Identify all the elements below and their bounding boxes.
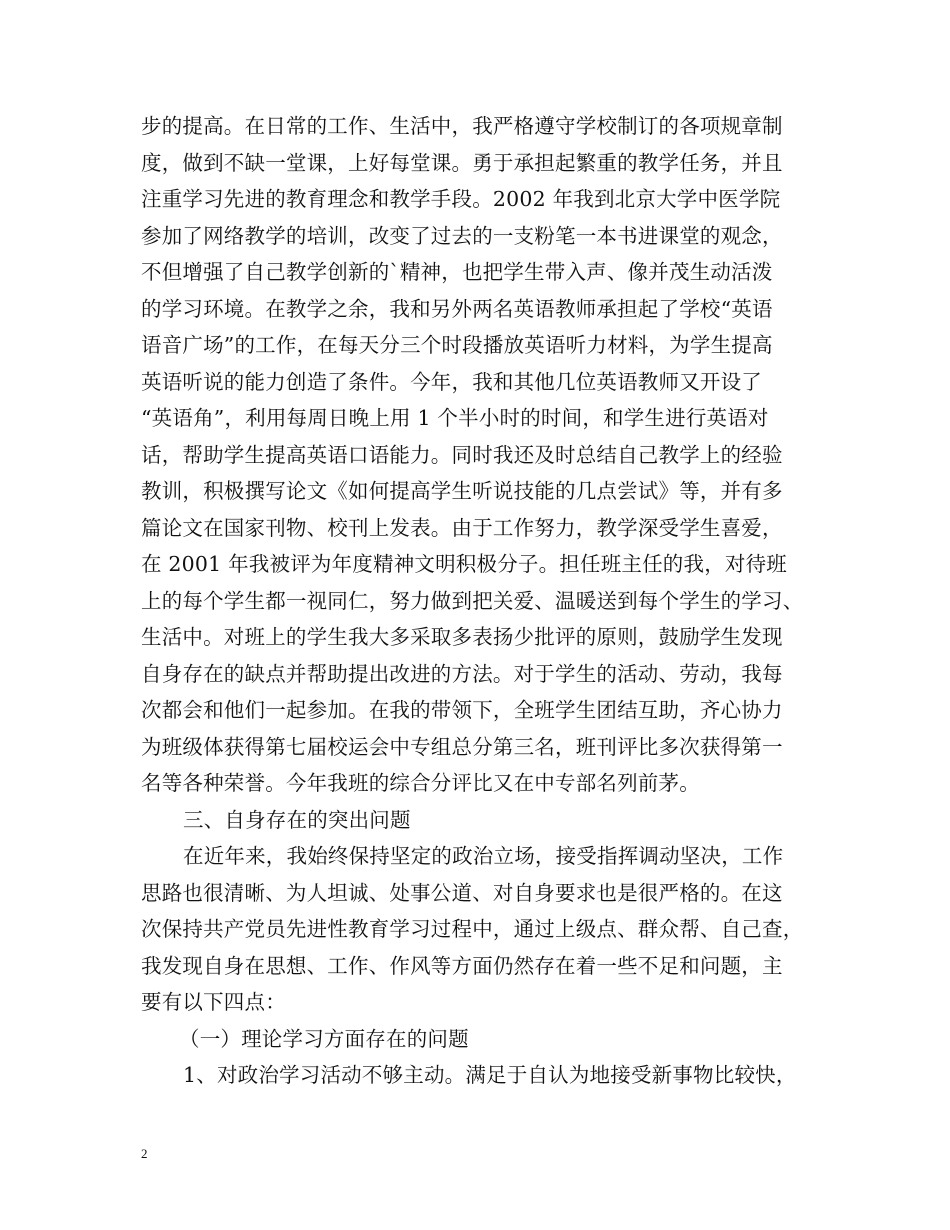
text-line: 要有以下四点： — [141, 990, 286, 1014]
text-line: 生活中。对班上的学生我大多采取多表扬少批评的原则，鼓励学生发现 — [141, 625, 783, 649]
list-item: 1、对政治学习活动不够主动。满足于自认为地接受新事物比较快， — [183, 1063, 797, 1087]
text-line: 度，做到不缺一堂课，上好每堂课。勇于承担起繁重的教学任务，并且 — [141, 150, 783, 175]
text-line: 在 2001 年我被评为年度精神文明积极分子。担任班主任的我，对待班 — [141, 552, 788, 576]
text-line: 话，帮助学生提高英语口语能力。同时我还及时总结自己教学上的经验 — [141, 442, 783, 467]
text-line: 我发现自身在思想、工作、作风等方面仍然存在着一些不足和问题，主 — [141, 953, 783, 978]
page-number: 2 — [141, 1146, 148, 1161]
text-line: 步的提高。在日常的工作、生活中，我严格遵守学校制订的各项规章制 — [141, 114, 783, 138]
text-line: 名等各种荣誉。今年我班的综合分评比又在中专部名列前茅。 — [141, 771, 700, 795]
text-line: 的学习环境。在教学之余，我和另外两名英语教师承担起了学校“英语 — [141, 296, 773, 321]
body-text — [141, 108, 826, 1094]
text-line: 教训，积极撰写论文《如何提高学生听说技能的几点尝试》等，并有多 — [141, 479, 783, 503]
text-line: 注重学习先进的教育理念和教学手段。2002 年我到北京大学中医学院 — [141, 187, 781, 211]
text-line: 次都会和他们一起参加。在我的带领下，全班学生团结互助，齐心协力 — [141, 698, 783, 722]
text-line: 在近年来，我始终保持坚定的政治立场，接受指挥调动坚决，工作 — [183, 844, 784, 868]
text-line: “英语角”，利用每周日晚上用 1 个半小时的时间，和学生进行英语对 — [141, 406, 769, 430]
text-line: 次保持共产党员先进性教育学习过程中，通过上级点、群众帮、自己查， — [141, 917, 804, 941]
text-line: 篇论文在国家刊物、校刊上发表。由于工作努力，教学深受学生喜爱， — [141, 515, 783, 540]
text-line: 上的每个学生都一视同仁，努力做到把关爱、温暖送到每个学生的学习、 — [141, 588, 804, 613]
text-line: 不但增强了自己教学创新的`精神，也把学生带入声、像并茂生动活泼 — [141, 260, 773, 284]
text-line: 自身存在的缺点并帮助提出改进的方法。对于学生的活动、劳动，我每 — [141, 661, 783, 686]
text-line: 语音广场”的工作，在每天分三个时段播放英语听力材料，为学生提高 — [141, 333, 773, 357]
text-line: 为班级体获得第七届校运会中专组总分第三名，班刊评比多次获得第一 — [141, 734, 783, 759]
text-line: 参加了网络教学的培训，改变了过去的一支粉笔一本书进课堂的观念， — [141, 223, 783, 248]
section-heading: 三、自身存在的突出问题 — [183, 807, 411, 832]
text-line: 英语听说的能力创造了条件。今年，我和其他几位英语教师又开设了 — [141, 369, 762, 394]
text-line: 思路也很清晰、为人坦诚、处事公道、对自身要求也是很严格的。在这 — [141, 880, 783, 905]
subheading: （一）理论学习方面存在的问题 — [179, 1026, 469, 1051]
